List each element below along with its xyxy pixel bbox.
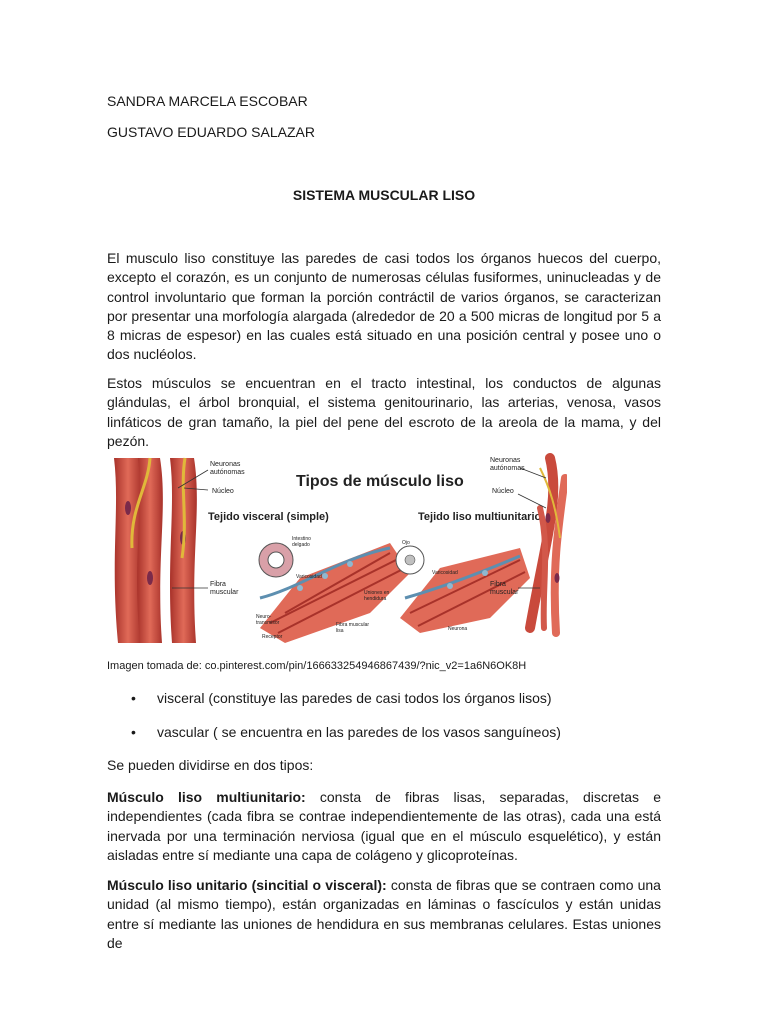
- label-neurotransmisor-1: Neuro-: [256, 614, 272, 620]
- author-name-1: SANDRA MARCELA ESCOBAR: [107, 93, 308, 109]
- figure-subtitle-visceral: Tejido visceral (simple): [208, 511, 329, 523]
- intestine-icon: [259, 543, 293, 577]
- unitario-text: consta de fibras que se contraen como una unidad (al mismo tiempo), están organizadas en láminas o fascículos y están unidas entre sí mediante las uniones de hendidura en sus membranas celulares. Estas uniones de: [107, 877, 661, 951]
- paragraph-multiunit: [107, 788, 661, 865]
- left-fibers: [114, 458, 208, 643]
- label-uniones-1: Uniones en: [364, 590, 390, 596]
- label-neuronas-right-1: Neuronas: [490, 457, 521, 464]
- author-name-2: GUSTAVO EDUARDO SALAZAR: [107, 124, 315, 140]
- paragraph-locations: Estos músculos se encuentran en el tracto intestinal, los conductos de algunas glándulas, el árbol bronquial, el sistema genitourinario, las arterias, venosa, vasos linfáticos de gran tamaño, la piel del pene del escroto de la areola de la mama, y del pezón.: [107, 375, 661, 449]
- figure-title: Tipos de músculo liso: [296, 473, 464, 490]
- types-intro: Se pueden dividirse en dos tipos:: [107, 757, 314, 773]
- label-intestino-2: delgado: [292, 542, 310, 548]
- multiunit-heading: Músculo liso multiunitario:: [107, 789, 306, 805]
- label-fibra-lisa-2: lisa: [336, 628, 344, 634]
- label-fibra-left-1: Fibra: [210, 581, 226, 588]
- label-nucleo-right: Núcleo: [492, 488, 514, 495]
- label-neuronas-right-2: autónomas: [490, 465, 525, 472]
- label-fibra-right-2: muscular: [490, 589, 519, 596]
- label-varicosidad-right: Varicosidad: [432, 570, 458, 576]
- right-fibers: [518, 458, 565, 633]
- smooth-muscle-figure: [110, 448, 567, 648]
- bullet-icon: •: [131, 724, 136, 740]
- figure-caption: Imagen tomada de: co.pinterest.com/pin/166633254946867439/?nic_v2=1a6N6OK8H: [107, 660, 527, 672]
- label-uniones-2: hendidura: [364, 596, 387, 602]
- page-title: SISTEMA MUSCULAR LISO: [292, 187, 476, 203]
- label-fibra-left-2: muscular: [210, 589, 239, 596]
- label-fibra-right-1: Fibra: [490, 581, 506, 588]
- smooth-muscle-illustration: [110, 448, 567, 648]
- label-intestino-1: Intestino: [292, 536, 311, 542]
- multiunit-text: consta de fibras lisas, separadas, discretas e independientes (cada fibra se contrae independientemente de las otras), cada una está inervada por una terminación nerviosa (igual que en el músculo esquelético), y están aisladas entre sí mediante una capa de colágeno y glicoproteínas.: [107, 789, 661, 863]
- list-item-text: vascular ( se encuentra en las paredes de los vasos sanguíneos): [157, 724, 561, 740]
- eye-icon: [396, 546, 424, 574]
- label-neurotransmisor-2: transmisor: [256, 620, 280, 626]
- label-ojo: Ojo: [402, 540, 410, 546]
- list-item-text: visceral (constituye las paredes de casi todos los órganos lisos): [157, 690, 552, 706]
- label-fibra-lisa-1: Fibra muscular: [336, 622, 370, 628]
- unitario-heading: Músculo liso unitario (sincitial o visceral):: [107, 877, 387, 893]
- label-neurona: Neurona: [448, 626, 468, 632]
- figure-subtitle-multiunit: Tejido liso multiunitario: [418, 511, 542, 523]
- bullet-icon: •: [131, 690, 136, 706]
- label-nucleo-left: Núcleo: [212, 488, 234, 495]
- label-neuronas-left-2: autónomas: [210, 469, 245, 476]
- paragraph-intro: El musculo liso constituye las paredes de casi todos los órganos huecos del cuerpo, excepto el corazón, es un conjunto de numerosas células fusiformes, uninucleadas y de control involuntario que forman la porción contráctil de varios órganos, se caracterizan por presentar una morfología alargada (alrededor de 20 a 500 micras de longitud por 5 a 8 micras de espesor) en las cuales está situado en una posición central y posee uno o dos nucléolos.: [107, 250, 661, 363]
- paragraph-unitario: [107, 876, 661, 953]
- label-receptor: Receptor: [262, 634, 283, 640]
- label-varicosidad-left: Varicosidad: [296, 574, 322, 580]
- label-neuronas-left-1: Neuronas: [210, 461, 241, 468]
